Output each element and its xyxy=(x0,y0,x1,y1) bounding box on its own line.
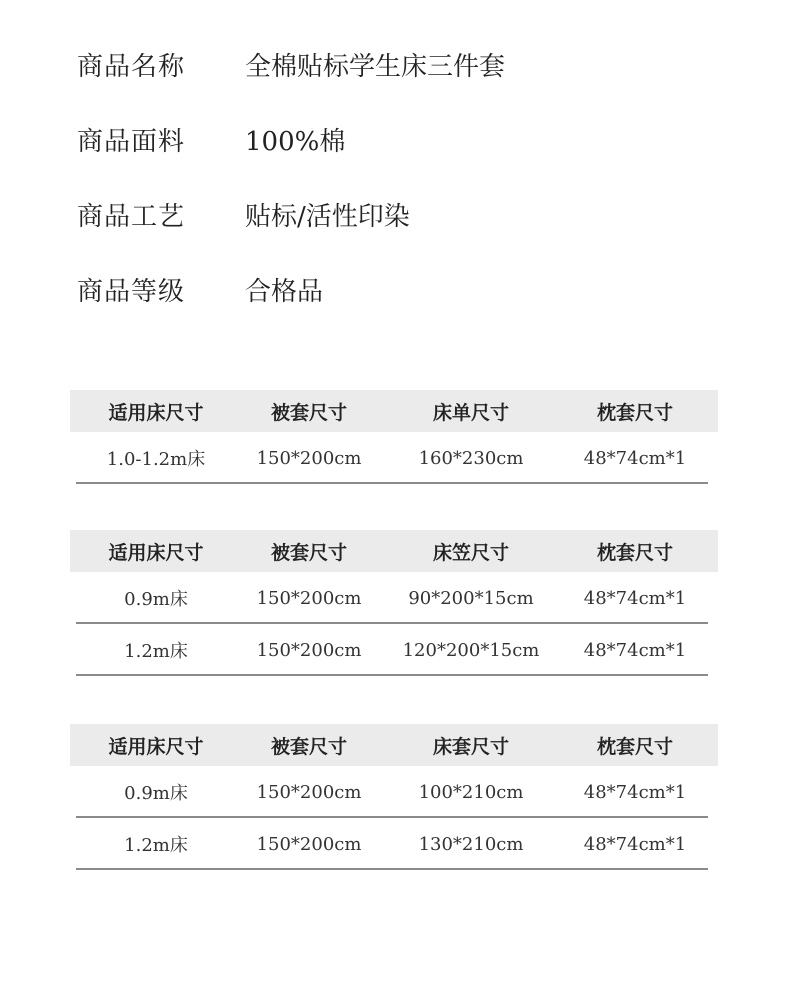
header-duvet-size: 被套尺寸 xyxy=(270,401,347,424)
table-header xyxy=(70,530,718,572)
cell-bed-size: 1.0-1.2m床 xyxy=(106,449,206,470)
cell-bed-size: 0.9m床 xyxy=(124,783,188,804)
cell-bed-cover-size: 100*210cm xyxy=(418,781,524,803)
header-bed-size: 适用床尺寸 xyxy=(108,735,204,758)
header-sheet-size: 床单尺寸 xyxy=(432,401,509,424)
cell-pillow-size: 48*74cm*1 xyxy=(583,639,687,661)
cell-duvet-size: 150*200cm xyxy=(256,781,362,803)
cell-bed-cover-size: 130*210cm xyxy=(418,833,524,855)
size-table-3 xyxy=(70,724,718,870)
cell-bed-size: 1.2m床 xyxy=(124,835,188,856)
product-info xyxy=(77,46,505,346)
cell-pillow-size: 48*74cm*1 xyxy=(583,447,687,469)
header-pillow-size: 枕套尺寸 xyxy=(596,401,673,424)
table-row xyxy=(70,766,718,818)
cell-fitted-sheet-size: 120*200*15cm xyxy=(402,639,540,661)
table-row xyxy=(70,432,718,484)
info-value: 全棉贴标学生床三件套 xyxy=(245,52,506,82)
size-table-1 xyxy=(70,390,718,484)
cell-fitted-sheet-size: 90*200*15cm xyxy=(408,587,534,609)
info-row-grade xyxy=(77,271,505,346)
header-fitted-sheet-size: 床笠尺寸 xyxy=(432,541,509,564)
cell-bed-size: 1.2m床 xyxy=(124,641,188,662)
header-pillow-size: 枕套尺寸 xyxy=(596,735,673,758)
info-label: 商品工艺 xyxy=(77,202,186,232)
table-row xyxy=(70,818,718,870)
cell-duvet-size: 150*200cm xyxy=(256,587,362,609)
cell-duvet-size: 150*200cm xyxy=(256,639,362,661)
table-row xyxy=(70,572,718,624)
header-bed-size: 适用床尺寸 xyxy=(108,541,204,564)
header-duvet-size: 被套尺寸 xyxy=(270,735,347,758)
info-label: 商品名称 xyxy=(77,52,186,82)
cell-duvet-size: 150*200cm xyxy=(256,447,362,469)
table-header xyxy=(70,724,718,766)
table-header xyxy=(70,390,718,432)
cell-pillow-size: 48*74cm*1 xyxy=(583,781,687,803)
header-bed-size: 适用床尺寸 xyxy=(108,401,204,424)
cell-duvet-size: 150*200cm xyxy=(256,833,362,855)
cell-sheet-size: 160*230cm xyxy=(418,447,524,469)
header-pillow-size: 枕套尺寸 xyxy=(596,541,673,564)
size-table-2 xyxy=(70,530,718,676)
info-row-name xyxy=(77,46,505,121)
table-row xyxy=(70,624,718,676)
cell-pillow-size: 48*74cm*1 xyxy=(583,833,687,855)
info-row-craft xyxy=(77,196,505,271)
cell-bed-size: 0.9m床 xyxy=(124,589,188,610)
cell-pillow-size: 48*74cm*1 xyxy=(583,587,687,609)
info-label: 商品等级 xyxy=(77,277,186,307)
info-row-fabric xyxy=(77,121,505,196)
info-value: 100%棉 xyxy=(245,127,346,157)
info-value: 合格品 xyxy=(245,277,324,307)
header-bed-cover-size: 床套尺寸 xyxy=(432,735,509,758)
info-label: 商品面料 xyxy=(77,127,186,157)
header-duvet-size: 被套尺寸 xyxy=(270,541,347,564)
info-value: 贴标/活性印染 xyxy=(245,202,410,232)
